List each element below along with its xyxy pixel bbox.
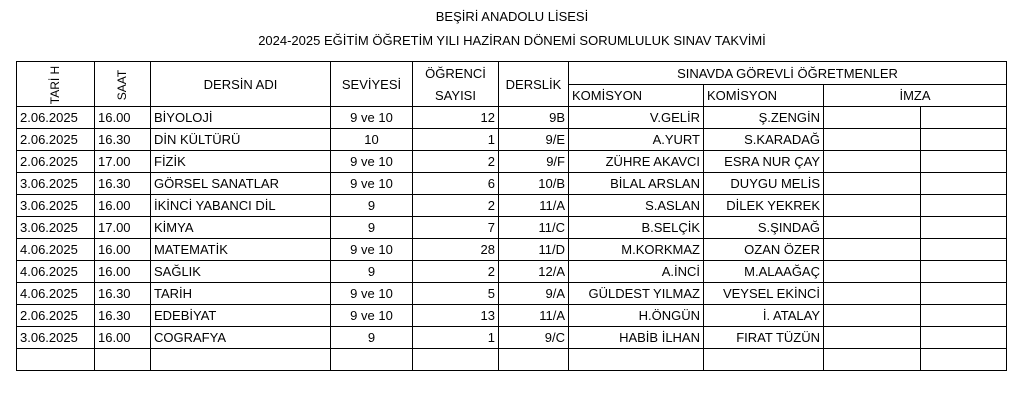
cell-saat: 17.00 — [95, 151, 151, 173]
cell-sayi: 5 — [413, 283, 499, 305]
cell-ders: BİYOLOJİ — [151, 107, 331, 129]
cell-tarih: 3.06.2025 — [17, 195, 95, 217]
cell-saat: 16.00 — [95, 195, 151, 217]
cell-sayi: 2 — [413, 151, 499, 173]
cell-ders: GÖRSEL SANATLAR — [151, 173, 331, 195]
header-imza: İMZA — [824, 85, 1007, 107]
cell-imza-2 — [921, 327, 1007, 349]
cell-imza-2 — [921, 173, 1007, 195]
cell-komisyon-1: HABİB İLHAN — [569, 327, 704, 349]
cell-saat: 16.00 — [95, 239, 151, 261]
table-row — [17, 217, 1007, 239]
cell-empty — [569, 349, 704, 371]
cell-imza-2 — [921, 195, 1007, 217]
cell-komisyon-2: İ. ATALAY — [704, 305, 824, 327]
cell-imza-1 — [824, 129, 921, 151]
cell-tarih: 4.06.2025 — [17, 261, 95, 283]
cell-derslik: 12/A — [499, 261, 569, 283]
cell-tarih: 4.06.2025 — [17, 283, 95, 305]
cell-imza-2 — [921, 217, 1007, 239]
cell-seviye: 10 — [331, 129, 413, 151]
header-saat: SAAT — [95, 62, 151, 107]
cell-imza-1 — [824, 327, 921, 349]
cell-komisyon-1: GÜLDEST YILMAZ — [569, 283, 704, 305]
cell-ders: KİMYA — [151, 217, 331, 239]
table-row — [17, 129, 1007, 151]
cell-derslik: 11/A — [499, 305, 569, 327]
cell-derslik: 10/B — [499, 173, 569, 195]
cell-imza-1 — [824, 239, 921, 261]
cell-komisyon-2: DİLEK YEKREK — [704, 195, 824, 217]
cell-komisyon-2: FIRAT TÜZÜN — [704, 327, 824, 349]
cell-saat: 16.30 — [95, 283, 151, 305]
cell-derslik: 11/C — [499, 217, 569, 239]
cell-empty — [17, 349, 95, 371]
cell-imza-1 — [824, 195, 921, 217]
table-row — [17, 107, 1007, 129]
header-seviye: SEVİYESİ — [331, 62, 413, 107]
cell-saat: 16.30 — [95, 305, 151, 327]
cell-sayi: 1 — [413, 327, 499, 349]
cell-sayi: 6 — [413, 173, 499, 195]
cell-seviye: 9 ve 10 — [331, 107, 413, 129]
cell-seviye: 9 — [331, 327, 413, 349]
table-row — [17, 261, 1007, 283]
cell-imza-1 — [824, 217, 921, 239]
cell-derslik: 9/E — [499, 129, 569, 151]
table-row — [17, 195, 1007, 217]
cell-komisyon-2: OZAN ÖZER — [704, 239, 824, 261]
header-derslik: DERSLİK — [499, 62, 569, 107]
cell-komisyon-1: BİLAL ARSLAN — [569, 173, 704, 195]
cell-saat: 16.00 — [95, 261, 151, 283]
cell-empty — [151, 349, 331, 371]
cell-ders: COGRAFYA — [151, 327, 331, 349]
cell-saat: 17.00 — [95, 217, 151, 239]
cell-tarih: 2.06.2025 — [17, 129, 95, 151]
cell-empty — [921, 349, 1007, 371]
cell-komisyon-2: S.KARADAĞ — [704, 129, 824, 151]
cell-ders: SAĞLIK — [151, 261, 331, 283]
cell-tarih: 3.06.2025 — [17, 217, 95, 239]
cell-ders: DİN KÜLTÜRÜ — [151, 129, 331, 151]
cell-tarih: 2.06.2025 — [17, 107, 95, 129]
cell-komisyon-1: S.ASLAN — [569, 195, 704, 217]
table-row — [17, 151, 1007, 173]
cell-komisyon-1: M.KORKMAZ — [569, 239, 704, 261]
table-row — [17, 283, 1007, 305]
cell-imza-2 — [921, 239, 1007, 261]
cell-seviye: 9 — [331, 261, 413, 283]
cell-tarih: 2.06.2025 — [17, 151, 95, 173]
cell-komisyon-1: H.ÖNGÜN — [569, 305, 704, 327]
header-komisyon-1: KOMİSYON — [569, 85, 704, 107]
cell-komisyon-2: S.ŞINDAĞ — [704, 217, 824, 239]
cell-seviye: 9 ve 10 — [331, 239, 413, 261]
cell-sayi: 7 — [413, 217, 499, 239]
cell-sayi: 2 — [413, 261, 499, 283]
cell-tarih: 3.06.2025 — [17, 173, 95, 195]
cell-seviye: 9 ve 10 — [331, 283, 413, 305]
header-ogrenci-1: ÖĞRENCİ — [413, 62, 499, 85]
cell-ders: İKİNCİ YABANCI DİL — [151, 195, 331, 217]
cell-empty — [331, 349, 413, 371]
cell-derslik: 9/C — [499, 327, 569, 349]
cell-saat: 16.30 — [95, 129, 151, 151]
cell-empty — [704, 349, 824, 371]
cell-seviye: 9 — [331, 217, 413, 239]
cell-imza-1 — [824, 151, 921, 173]
table-row — [17, 327, 1007, 349]
cell-tarih: 2.06.2025 — [17, 305, 95, 327]
table-row — [17, 305, 1007, 327]
cell-sayi: 12 — [413, 107, 499, 129]
cell-ders: MATEMATİK — [151, 239, 331, 261]
cell-seviye: 9 ve 10 — [331, 151, 413, 173]
cell-empty — [413, 349, 499, 371]
schedule-subtitle: 2024-2025 EĞİTİM ÖĞRETİM YILI HAZİRAN DÖNEMİ SORUMLULUK SINAV TAKVİMİ — [258, 33, 766, 48]
cell-imza-2 — [921, 261, 1007, 283]
cell-sayi: 1 — [413, 129, 499, 151]
cell-komisyon-1: V.GELİR — [569, 107, 704, 129]
cell-saat: 16.00 — [95, 327, 151, 349]
cell-seviye: 9 — [331, 195, 413, 217]
cell-saat: 16.00 — [95, 107, 151, 129]
header-ders: DERSİN ADI — [151, 62, 331, 107]
cell-komisyon-2: M.ALAAĞAÇ — [704, 261, 824, 283]
table-row — [17, 239, 1007, 261]
cell-seviye: 9 ve 10 — [331, 173, 413, 195]
header-tarih: TARİ H — [17, 62, 95, 107]
cell-ders: TARİH — [151, 283, 331, 305]
cell-imza-2 — [921, 107, 1007, 129]
cell-sayi: 28 — [413, 239, 499, 261]
cell-komisyon-1: B.SELÇİK — [569, 217, 704, 239]
cell-empty — [499, 349, 569, 371]
table-row-empty — [17, 349, 1007, 371]
header-ogrenci-2: SAYISI — [413, 85, 499, 107]
cell-imza-1 — [824, 107, 921, 129]
cell-saat: 16.30 — [95, 173, 151, 195]
cell-komisyon-2: ESRA NUR ÇAY — [704, 151, 824, 173]
cell-komisyon-2: DUYGU MELİS — [704, 173, 824, 195]
cell-imza-2 — [921, 283, 1007, 305]
cell-derslik: 9/A — [499, 283, 569, 305]
header-ogretmenler: SINAVDA GÖREVLİ ÖĞRETMENLER — [569, 62, 1007, 85]
cell-komisyon-1: ZÜHRE AKAVCI — [569, 151, 704, 173]
table-row — [17, 173, 1007, 195]
cell-derslik: 11/A — [499, 195, 569, 217]
exam-schedule-table — [16, 61, 1007, 371]
cell-ders: EDEBİYAT — [151, 305, 331, 327]
cell-seviye: 9 ve 10 — [331, 305, 413, 327]
cell-sayi: 2 — [413, 195, 499, 217]
cell-imza-1 — [824, 173, 921, 195]
cell-imza-1 — [824, 305, 921, 327]
cell-derslik: 9/F — [499, 151, 569, 173]
cell-imza-2 — [921, 151, 1007, 173]
cell-imza-1 — [824, 261, 921, 283]
cell-komisyon-1: A.YURT — [569, 129, 704, 151]
school-title: BEŞİRİ ANADOLU LİSESİ — [435, 9, 589, 24]
cell-tarih: 3.06.2025 — [17, 327, 95, 349]
cell-imza-2 — [921, 305, 1007, 327]
cell-tarih: 4.06.2025 — [17, 239, 95, 261]
header-komisyon-2: KOMİSYON — [704, 85, 824, 107]
cell-sayi: 13 — [413, 305, 499, 327]
cell-derslik: 11/D — [499, 239, 569, 261]
cell-komisyon-2: Ş.ZENGİN — [704, 107, 824, 129]
cell-komisyon-2: VEYSEL EKİNCİ — [704, 283, 824, 305]
cell-derslik: 9B — [499, 107, 569, 129]
cell-empty — [95, 349, 151, 371]
cell-imza-1 — [824, 283, 921, 305]
cell-empty — [824, 349, 921, 371]
cell-ders: FİZİK — [151, 151, 331, 173]
cell-komisyon-1: A.İNCİ — [569, 261, 704, 283]
cell-imza-2 — [921, 129, 1007, 151]
